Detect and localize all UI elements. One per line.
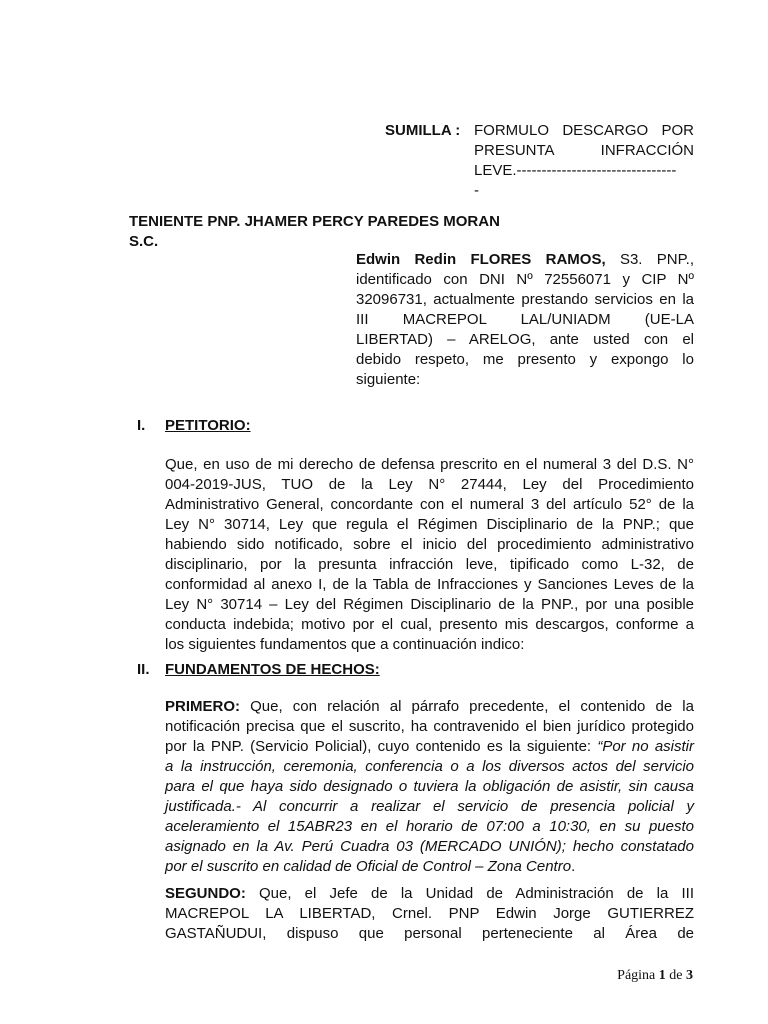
paragraph-line bbox=[165, 797, 694, 817]
paragraph-line: disciplinario, por la presunta infracción leve, tipificado como L-32, de bbox=[165, 556, 694, 573]
sumilla-line: - bbox=[474, 182, 479, 199]
paragraph-line bbox=[165, 777, 694, 797]
page-number bbox=[617, 966, 693, 986]
paragraph-text: . bbox=[571, 858, 576, 875]
paragraph-line bbox=[165, 737, 694, 757]
intro-line: LIBERTAD) – ARELOG, ante usted con el bbox=[356, 331, 694, 348]
sumilla-label: SUMILLA : bbox=[385, 122, 461, 139]
paragraph-line bbox=[165, 884, 694, 904]
paragraph-text: Que, el Jefe de la Unidad de Administración de la III bbox=[245, 885, 694, 902]
paragraph-line bbox=[165, 857, 694, 877]
paragraph-line bbox=[165, 697, 694, 717]
intro-paragraph bbox=[356, 250, 694, 390]
paragraph-line: Que, en uso de mi derecho de defensa prescrito en el numeral 3 del D.S. N° bbox=[165, 456, 694, 473]
intro-line bbox=[356, 250, 694, 270]
paragraph-line: Administrativo General, concordante con el numeral 3 del artículo 52° de la bbox=[165, 496, 694, 513]
sumilla-line: PRESUNTA INFRACCIÓN bbox=[474, 142, 694, 159]
primero-paragraph bbox=[165, 697, 694, 877]
sender-name: Edwin Redin FLORES RAMOS, bbox=[356, 251, 606, 268]
section-number: II. bbox=[137, 661, 150, 678]
segundo-paragraph bbox=[165, 884, 694, 944]
paragraph-line: habiendo sido notificado, sobre el inicio del procedimiento administrativo bbox=[165, 536, 694, 553]
quoted-text: “Por no asistir bbox=[597, 738, 694, 755]
quoted-text: aceleramiento el 15ABR23 en el horario de 07:00 a 10:30, en su puesto bbox=[165, 818, 694, 835]
sumilla-line: FORMULO DESCARGO POR bbox=[474, 122, 694, 139]
addressee-name: TENIENTE PNP. JHAMER PERCY PAREDES MORAN bbox=[129, 213, 500, 230]
section-title-petitorio: PETITORIO: bbox=[165, 417, 251, 434]
paragraph-text: por la PNP. (Servicio Policial), cuyo contenido es la siguiente: bbox=[165, 738, 598, 755]
paragraph-line: MACREPOL LA LIBERTAD, Crnel. PNP Edwin Jorge GUTIERREZ bbox=[165, 905, 694, 922]
paragraph-line: 004-2019-JUS, TUO de la Ley N° 27444, Ley del Procedimiento bbox=[165, 476, 694, 493]
paragraph-line: conducta indebida; motivo por el cual, presento mis descargos, conforme a bbox=[165, 616, 694, 633]
intro-line: 32096731, actualmente prestando servicios en la bbox=[356, 291, 694, 308]
quoted-text: por el suscrito en calidad de Oficial de Control – Zona Centro bbox=[165, 858, 572, 875]
paragraph-line: conformidad al anexo I, de la Tabla de Infracciones y Sanciones Leves de la bbox=[165, 576, 694, 593]
petitorio-paragraph bbox=[165, 455, 694, 655]
quoted-text: para el que haya sido designado o tuviera la obligación de asistir, sin causa bbox=[165, 778, 694, 795]
paragraph-line: notificación precisa que el suscrito, ha contravenido el bien jurídico protegido bbox=[165, 718, 694, 735]
quoted-text: justificada.- Al concurrir a realizar el servicio de presencia policial y bbox=[165, 798, 694, 815]
paragraph-text: Que, con relación al párrafo precedente, el contenido de la bbox=[240, 698, 694, 715]
paragraph-line bbox=[165, 837, 694, 857]
paragraph-line: GASTAÑUDUI, dispuso que personal perteneciente al Área de bbox=[165, 925, 694, 942]
paragraph-line: Ley N° 30714, Ley que regula el Régimen Disciplinario de la PNP.; que bbox=[165, 516, 694, 533]
page-label: Página bbox=[617, 968, 656, 983]
intro-line: identificado con DNI Nº 72556071 y CIP Nº bbox=[356, 271, 694, 288]
quoted-text: a la instrucción, ceremonia, conferencia o a los diversos actos del servicio bbox=[165, 758, 694, 775]
addressee bbox=[129, 212, 500, 252]
intro-line: siguiente: bbox=[356, 371, 421, 388]
intro-line: debido respeto, me presento y expongo lo bbox=[356, 351, 694, 368]
quoted-text: asignado en la Av. Perú Cuadra 03 (MERCADO UNIÓN); hecho constatado bbox=[165, 838, 694, 855]
paragraph-line: los siguientes fundamentos que a continuación indico: bbox=[165, 636, 525, 653]
page-of-label: de bbox=[669, 968, 683, 983]
intro-line: III MACREPOL LAL/UNIADM (UE-LA bbox=[356, 311, 694, 328]
sender-rank: S3. PNP., bbox=[605, 251, 695, 268]
paragraph-line bbox=[165, 817, 694, 837]
paragraph-line bbox=[165, 757, 694, 777]
section-number: I. bbox=[137, 417, 146, 434]
sumilla-line: LEVE.-------------------------------- bbox=[474, 162, 677, 179]
primero-label: PRIMERO: bbox=[165, 698, 240, 715]
section-title-fundamentos: FUNDAMENTOS DE HECHOS: bbox=[165, 661, 380, 678]
addressee-sc: S.C. bbox=[129, 233, 159, 250]
total-pages: 3 bbox=[686, 968, 693, 983]
sumilla-text bbox=[474, 121, 694, 201]
paragraph-line: Ley N° 30714 – Ley del Régimen Disciplinario de la PNP., por una posible bbox=[165, 596, 694, 613]
segundo-label: SEGUNDO: bbox=[165, 885, 246, 902]
current-page: 1 bbox=[658, 968, 666, 983]
